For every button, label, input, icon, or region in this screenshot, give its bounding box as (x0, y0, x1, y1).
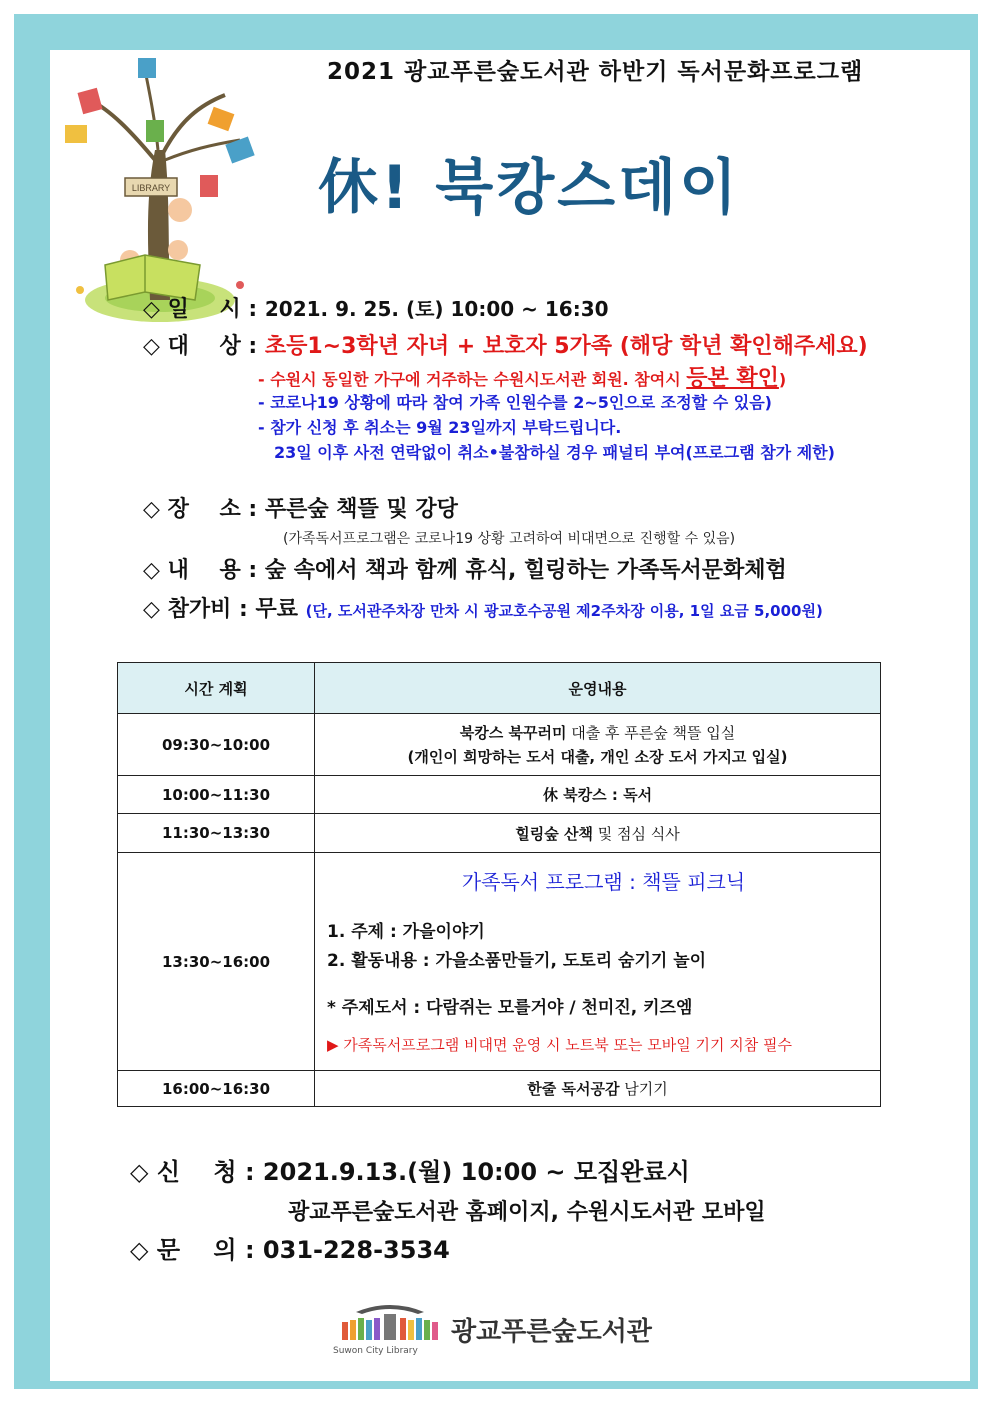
target-note-1-prefix: - 수원시 동일한 가구에 거주하는 수원시도서관 회원. 참여시 (258, 370, 687, 389)
program-item-2: 2. 활동내용 : 가을소품만들기, 도토리 숨기기 놀이 (327, 951, 707, 971)
contact-label: ◇ 문 의 : (130, 1236, 255, 1264)
table-row (118, 714, 881, 776)
fee-label: ◇ 참가비 : (143, 597, 248, 622)
row-content-line2: (개인이 희망하는 도서 대출, 개인 소장 도서 가지고 입실) (407, 748, 788, 766)
table-row (118, 1071, 881, 1107)
apply-label: ◇ 신 청 : (130, 1158, 255, 1186)
library-sign-text: LIBRARY (131, 183, 171, 193)
target-note-4: 23일 이후 사전 연락없이 취소•불참하실 경우 패널티 부여(프로그램 참가 제한) (274, 443, 835, 462)
table-header-row (118, 663, 881, 714)
fee-note: (단, 도서관주차장 만차 시 광교호수공원 제2주차장 이용, 1일 요금 5,000원) (305, 602, 823, 620)
header-time: 시간 계획 (118, 663, 315, 714)
fee-value: 무료 (255, 597, 298, 622)
program-book: * 주제도서 : 다람쥐는 모를거야 / 천미진, 키즈엠 (327, 998, 693, 1018)
row-content (315, 714, 881, 776)
contact-value: 031-228-3534 (262, 1236, 450, 1264)
row-content-rest: 및 점심 식사 (592, 824, 680, 843)
library-logo-icon (338, 1298, 442, 1346)
target-note-2: - 코로나19 상황에 따라 참여 가족 인원수를 2~5인으로 조정할 수 있음) (258, 393, 772, 412)
row-content-bold: 힐링숲 산책 (515, 824, 593, 843)
place-note: (가족독서프로그램은 코로나19 상황 고려하여 비대면으로 진행할 수 있음) (283, 531, 736, 547)
target-note-1-suffix: ) (778, 370, 787, 389)
apply-value: 2021.9.13.(월) 10:00 ~ 모집완료시 (262, 1158, 690, 1186)
page-title: 休! 북캉스데이 (318, 153, 741, 223)
row-time: 16:00~16:30 (118, 1071, 315, 1107)
row-time: 10:00~11:30 (118, 776, 315, 814)
place-value: 푸른숲 책뜰 및 강당 (264, 497, 458, 522)
row-time: 13:30~16:00 (118, 853, 315, 1071)
target-label: ◇ 대 상 : (143, 334, 258, 359)
program-subtitle: 2021 광교푸른숲도서관 하반기 독서문화프로그램 (327, 59, 864, 85)
row-content-bold: 북캉스 북꾸러미 (459, 724, 567, 742)
apply-where: 광교푸른숲도서관 홈페이지, 수원시도서관 모바일 (288, 1200, 766, 1225)
program-cell (315, 853, 881, 1071)
date-label: ◇ 일 시 : (143, 297, 258, 322)
program-item-1: 1. 주제 : 가을이야기 (327, 922, 485, 942)
content-row (143, 553, 787, 584)
contact-row (130, 1230, 450, 1265)
row-content (315, 776, 881, 814)
row-content-rest: 남기기 (619, 1080, 668, 1098)
place-label: ◇ 장 소 : (143, 497, 258, 522)
header-content: 운영내용 (315, 663, 881, 714)
date-row (143, 292, 609, 323)
target-row (143, 329, 868, 360)
target-note-1 (258, 361, 786, 392)
target-note-3: - 참가 신청 후 취소는 9월 23일까지 부탁드립니다. (258, 418, 622, 437)
logo-subtitle: Suwon City Library (333, 1346, 418, 1356)
row-content (315, 814, 881, 853)
schedule-table (117, 662, 881, 1107)
row-time: 11:30~13:30 (118, 814, 315, 853)
row-content-bold: 休 북캉스 : 독서 (542, 786, 653, 804)
row-time: 09:30~10:00 (118, 714, 315, 776)
table-row (118, 776, 881, 814)
program-warning: ▶ 가족독서프로그램 비대면 운영 시 노트북 또는 모바일 기기 지참 필수 (327, 1036, 792, 1054)
row-content-bold: 한줄 독서공감 (527, 1080, 620, 1098)
library-name: 광교푸른숲도서관 (451, 1317, 652, 1347)
place-row (143, 492, 458, 523)
row-content-rest: 대출 후 푸른숲 책뜰 입실 (566, 724, 736, 742)
date-value: 2021. 9. 25. (토) 10:00 ~ 16:30 (264, 297, 609, 321)
content-label: ◇ 내 용 : (143, 558, 258, 583)
apply-row (130, 1152, 690, 1187)
program-title: 가족독서 프로그램 : 책뜰 피크닉 (461, 870, 746, 894)
table-row (118, 853, 881, 1071)
fee-row (143, 592, 823, 623)
target-note-1-emph: 등본 확인 (686, 366, 779, 391)
target-value: 초등1~3학년 자녀 + 보호자 5가족 (해당 학년 확인해주세요) (264, 334, 868, 359)
row-content (315, 1071, 881, 1107)
content-value: 숲 속에서 책과 함께 휴식, 힐링하는 가족독서문화체험 (264, 558, 787, 583)
table-row (118, 814, 881, 853)
